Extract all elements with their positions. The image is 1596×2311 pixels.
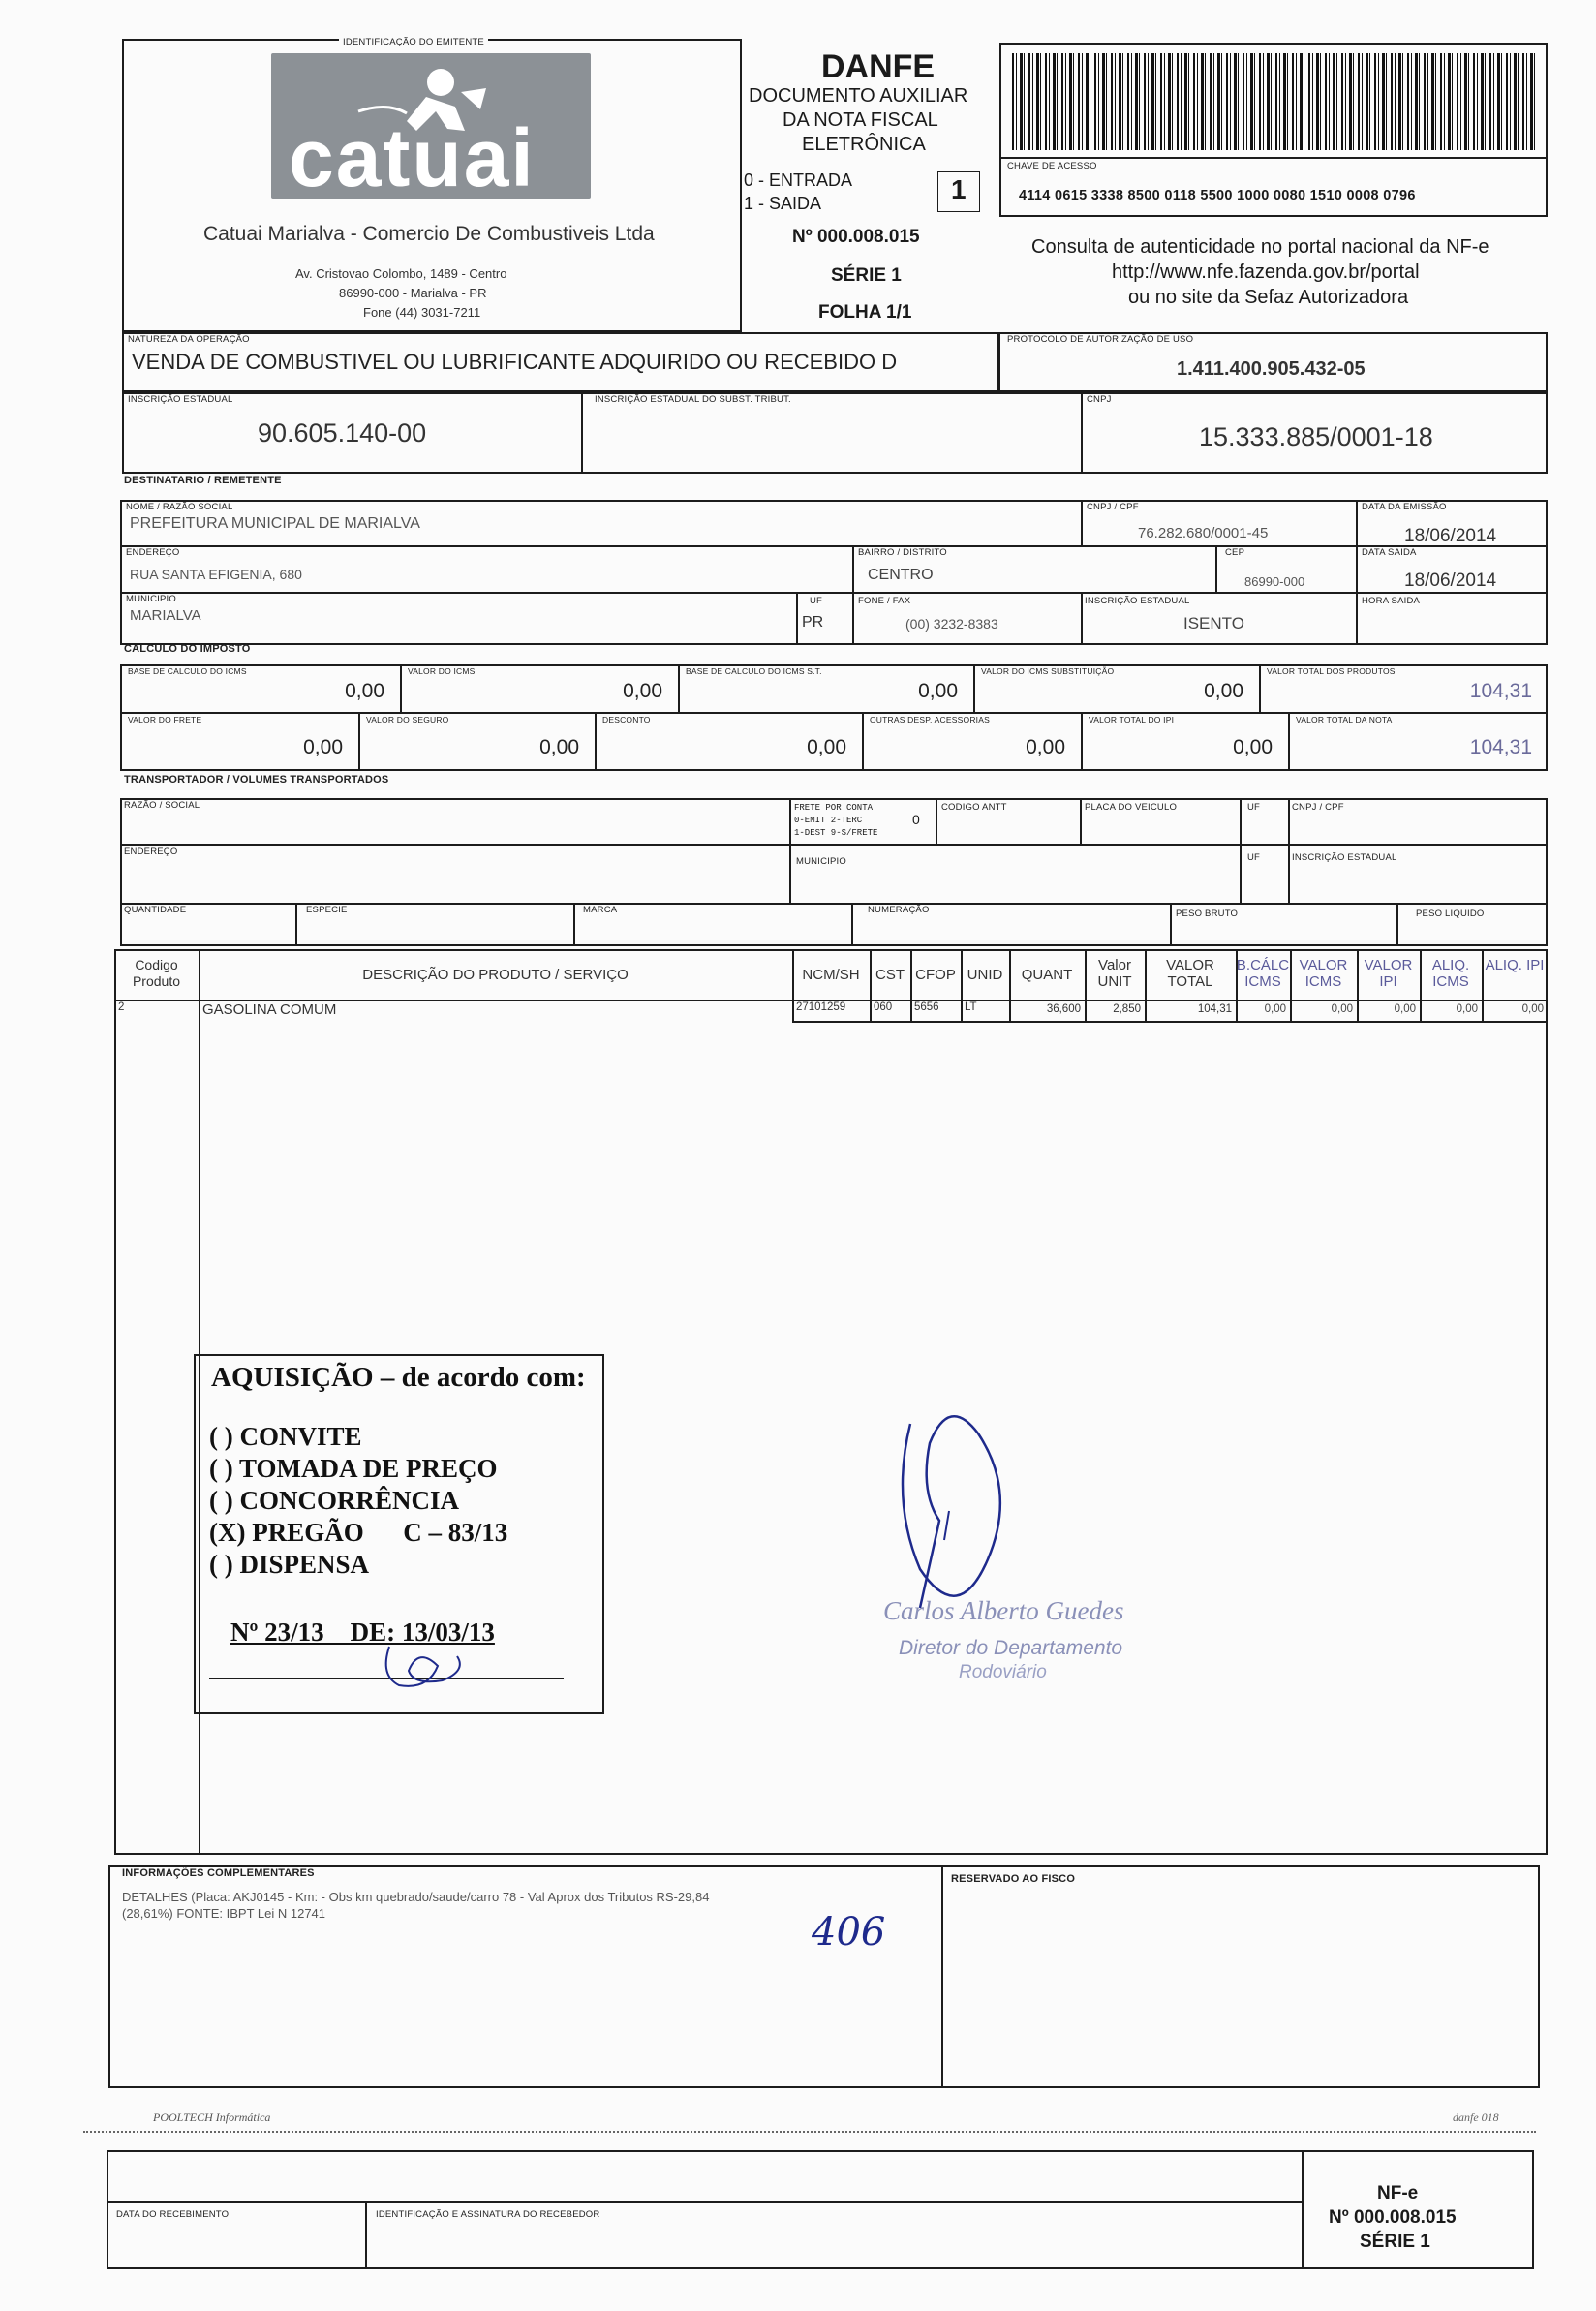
info-text-2: (28,61%) FONTE: IBPT Lei N 12741 xyxy=(122,1906,326,1921)
dest-ie: ISENTO xyxy=(1183,614,1244,632)
imposto-label: BASE DE CALCULO DO ICMS xyxy=(128,666,247,676)
dest-emissao-label: DATA DA EMISSÃO xyxy=(1362,502,1447,512)
produtos-header-cell: UNID xyxy=(967,967,1003,983)
ie-label: INSCRIÇÃO ESTADUAL xyxy=(128,394,233,405)
produtos-header-cell: VALOR TOTAL xyxy=(1166,957,1214,990)
transportador-section-label: TRANSPORTADOR / VOLUMES TRANSPORTADOS xyxy=(124,774,389,786)
dest-cep: 86990-000 xyxy=(1244,574,1305,589)
initials-scribble-icon xyxy=(370,1637,476,1695)
dest-col-uf xyxy=(796,592,798,645)
transp-col-peso-bruto xyxy=(1170,903,1172,946)
produto-cell: LT xyxy=(965,1001,977,1013)
produtos-header-cell: DESCRIÇÃO DO PRODUTO / SERVIÇO xyxy=(362,967,629,983)
dest-fone-label: FONE / FAX xyxy=(858,596,911,606)
destinatario-section-label: DESTINATARIO / REMETENTE xyxy=(124,475,282,486)
info-label: INFORMAÇÕES COMPLEMENTARES xyxy=(122,1867,315,1879)
natureza-value: VENDA DE COMBUSTIVEL OU LUBRIFICANTE ADQUIRIDO OU RECEBIDO D xyxy=(132,350,898,374)
produtos-header-cell: CST xyxy=(875,967,905,983)
produtos-header-cell: ALIQ. IPI xyxy=(1485,957,1545,973)
dest-bairro-label: BAIRRO / DISTRITO xyxy=(858,547,947,558)
emitente-endereco: Av. Cristovao Colombo, 1489 - Centro xyxy=(295,266,507,281)
transp-placa-label: PLACA DO VEICULO xyxy=(1085,802,1178,813)
chave-divider xyxy=(999,157,1548,159)
dest-saida-label: DATA SAIDA xyxy=(1362,547,1417,558)
produtos-row-divider xyxy=(792,1000,794,1021)
transp-peso-liquido-label: PESO LIQUIDO xyxy=(1416,909,1485,919)
dest-nome: PREFEITURA MUNICIPAL DE MARIALVA xyxy=(130,515,420,532)
emitente-fone: Fone (44) 3031-7211 xyxy=(363,305,481,320)
transp-col-especie xyxy=(295,903,297,946)
danfe-subtitle-3: ELETRÔNICA xyxy=(802,134,926,155)
perforation-line xyxy=(83,2131,1536,2133)
identificacao-label: IDENTIFICAÇÃO E ASSINATURA DO RECEBEDOR xyxy=(376,2209,600,2220)
produto-cell: 104,31 xyxy=(1197,1003,1232,1015)
transp-municipio-label: MUNICIPIO xyxy=(796,856,846,867)
produto-cell: 0,00 xyxy=(1456,1003,1478,1015)
transp-cnpj-label: CNPJ / CPF xyxy=(1292,802,1344,813)
dest-col-fone xyxy=(852,592,854,645)
imposto-label: VALOR TOTAL DO IPI xyxy=(1089,715,1175,724)
info-divider xyxy=(941,1865,943,2088)
dest-col-ie xyxy=(1081,592,1083,645)
recebimento-label: DATA DO RECEBIMENTO xyxy=(116,2209,230,2220)
ie-value: 90.605.140-00 xyxy=(258,418,427,447)
canhoto-nfe: NF-e xyxy=(1377,2183,1419,2203)
dest-col-bairro xyxy=(852,545,854,592)
transp-numeracao-label: NUMERAÇÃO xyxy=(868,905,930,915)
danfe-numero: Nº 000.008.015 xyxy=(792,227,920,247)
imposto-value: 104,31 xyxy=(1469,680,1532,702)
transp-quantidade-label: QUANTIDADE xyxy=(124,905,187,915)
produtos-row-underline xyxy=(792,1021,1548,1023)
produto-cell: 060 xyxy=(874,1001,893,1013)
canhoto-col-1 xyxy=(365,2201,367,2269)
produtos-header-cell: Codigo Produto xyxy=(132,957,181,989)
imposto-label: VALOR TOTAL DA NOTA xyxy=(1296,715,1393,724)
dest-col-emissao xyxy=(1356,500,1358,645)
danfe-subtitle-2: DA NOTA FISCAL xyxy=(783,109,938,131)
signature-stamp-line-2: Diretor do Departamento xyxy=(899,1637,1123,1659)
signature-stamp-line-1: Carlos Alberto Guedes xyxy=(883,1596,1124,1625)
dest-col-cnpj xyxy=(1081,500,1083,545)
transp-frete-l1: FRETE POR CONTA xyxy=(794,803,874,813)
danfe-saida: 1 - SAIDA xyxy=(744,194,822,213)
emitente-cep-cidade: 86990-000 - Marialva - PR xyxy=(339,286,487,300)
stamp-numero: Nº 23/13 DE: 13/03/13 xyxy=(230,1618,495,1647)
produto-cell: 5656 xyxy=(914,1001,939,1013)
produto-cell: 2 xyxy=(118,1001,125,1013)
produtos-header-cell: VALOR IPI xyxy=(1364,957,1413,990)
inscricoes-divider-1 xyxy=(581,392,583,474)
produtos-row-divider xyxy=(870,1000,872,1021)
imposto-value: 0,00 xyxy=(623,680,662,702)
danfe-folha: FOLHA 1/1 xyxy=(818,302,912,323)
imposto-value: 0,00 xyxy=(303,736,343,758)
danfe-subtitle-1: DOCUMENTO AUXILIAR xyxy=(749,85,968,107)
transp-especie-label: ESPECIE xyxy=(306,905,348,915)
transp-uf-label: UF xyxy=(1247,802,1261,813)
cnpj-emitente-label: CNPJ xyxy=(1087,394,1112,405)
stamp-item-3: ( ) CONCORRÊNCIA xyxy=(209,1486,459,1515)
transp-row-divider-1 xyxy=(120,844,1548,846)
dest-emissao: 18/06/2014 xyxy=(1404,526,1497,546)
transp-endereco-label: ENDEREÇO xyxy=(124,847,178,857)
chave-label: CHAVE DE ACESSO xyxy=(1007,161,1097,171)
transp-col-cnpj xyxy=(1288,798,1290,903)
produtos-header-cell: B.CÁLC ICMS xyxy=(1236,957,1290,990)
produtos-row-divider xyxy=(961,1000,963,1021)
produto-cell: 27101259 xyxy=(796,1001,846,1013)
imposto-label: VALOR DO SEGURO xyxy=(366,715,449,724)
transp-frete-l2: 0-EMIT 2-TERC xyxy=(794,816,863,825)
signature-stamp-line-3: Rodoviário xyxy=(959,1662,1047,1682)
dest-uf: PR xyxy=(802,614,824,631)
stamp-title: AQUISIÇÃO – de acordo com: xyxy=(211,1362,586,1393)
transp-col-numeracao xyxy=(851,903,853,946)
imposto-value: 0,00 xyxy=(345,680,384,702)
dest-endereco: RUA SANTA EFIGENIA, 680 xyxy=(130,567,302,582)
iest-label: INSCRIÇÃO ESTADUAL DO SUBST. TRIBUT. xyxy=(595,394,791,405)
imposto-value: 0,00 xyxy=(1204,680,1243,702)
transp-razao-label: RAZÃO / SOCIAL xyxy=(124,800,200,811)
canhoto-numero: Nº 000.008.015 xyxy=(1329,2207,1457,2228)
danfe-tipo: 1 xyxy=(951,174,967,204)
produtos-header-cell: NCM/SH xyxy=(802,967,860,983)
produtos-header-cell: Valor UNIT xyxy=(1097,957,1132,990)
transp-antt-label: CODIGO ANTT xyxy=(941,802,1007,813)
transp-col-marca xyxy=(573,903,575,946)
dest-uf-label: UF xyxy=(810,596,823,606)
stamp-item-2: ( ) TOMADA DE PREÇO xyxy=(209,1454,498,1483)
natureza-label: NATUREZA DA OPERAÇÃO xyxy=(128,334,250,345)
barcode xyxy=(1012,53,1535,150)
transp-col-frete xyxy=(789,798,791,903)
dest-saida: 18/06/2014 xyxy=(1404,570,1497,591)
protocolo-label: PROTOCOLO DE AUTORIZAÇÃO DE USO xyxy=(1007,334,1194,345)
consulta-line-1: Consulta de autenticidade no portal nacional da NF-e xyxy=(1031,236,1489,258)
transp-marca-label: MARCA xyxy=(583,905,618,915)
emitente-razao-social: Catuai Marialva - Comercio De Combustiveis Ltda xyxy=(203,223,655,245)
danfe-serie: SÉRIE 1 xyxy=(831,265,902,286)
imposto-label: BASE DE CALCULO DO ICMS S.T. xyxy=(686,666,822,676)
consulta-line-2: http://www.nfe.fazenda.gov.br/portal xyxy=(1112,262,1420,283)
canhoto-box xyxy=(107,2150,1534,2269)
produto-cell: 0,00 xyxy=(1331,1003,1353,1015)
imposto-value: 0,00 xyxy=(1233,736,1273,758)
imposto-row-divider xyxy=(120,712,1548,714)
protocolo-value: 1.411.400.905.432-05 xyxy=(1177,358,1366,380)
produtos-header-cell: VALOR ICMS xyxy=(1299,957,1348,990)
produto-cell: 2,850 xyxy=(1113,1003,1141,1015)
produto-cell: 36,600 xyxy=(1046,1003,1081,1015)
produtos-row-divider xyxy=(910,1000,912,1021)
transp-uf2-label: UF xyxy=(1247,852,1261,863)
info-text-1: DETALHES (Placa: AKJ0145 - Km: - Obs km quebrado/saude/carro 78 - Val Aprox dos Tributos RS-29,84 xyxy=(122,1890,710,1904)
aquisicao-stamp xyxy=(194,1354,604,1714)
stamp-item-4: (X) PREGÃO C – 83/13 xyxy=(209,1518,508,1547)
produtos-header-cell: QUANT xyxy=(1021,967,1073,983)
dest-municipio-label: MUNICIPIO xyxy=(126,594,176,604)
transp-ie-label: INSCRIÇÃO ESTADUAL xyxy=(1292,852,1397,863)
imposto-value: 0,00 xyxy=(807,736,846,758)
produto-cell: 0,00 xyxy=(1521,1003,1544,1015)
dest-bairro: CENTRO xyxy=(868,567,934,583)
imposto-value: 0,00 xyxy=(1026,736,1065,758)
transp-peso-bruto-label: PESO BRUTO xyxy=(1176,909,1239,919)
produto-cell: 0,00 xyxy=(1394,1003,1416,1015)
canhoto-col-2 xyxy=(1302,2150,1304,2269)
imposto-label: VALOR DO ICMS SUBSTITUIÇÃO xyxy=(981,666,1115,676)
imposto-label: VALOR TOTAL DOS PRODUTOS xyxy=(1267,666,1396,676)
imposto-label: DESCONTO xyxy=(602,715,651,724)
dest-col-cep xyxy=(1215,545,1217,592)
produto-cell: 0,00 xyxy=(1264,1003,1286,1015)
canhoto-serie: SÉRIE 1 xyxy=(1360,2232,1430,2252)
software-credit: POOLTECH Informática xyxy=(153,2111,271,2124)
stamp-item-5: ( ) DISPENSA xyxy=(209,1550,370,1579)
canhoto-divider xyxy=(107,2201,1302,2203)
imposto-label: VALOR DO ICMS xyxy=(408,666,476,676)
transp-frete-value: 0 xyxy=(912,812,920,827)
dest-municipio: MARIALVA xyxy=(130,607,201,624)
danfe-title: DANFE xyxy=(821,48,936,85)
transp-col-antt xyxy=(936,798,937,844)
dest-hora-label: HORA SAIDA xyxy=(1362,596,1421,606)
stamp-item-1: ( ) CONVITE xyxy=(209,1422,362,1451)
logo-wordmark: catuai xyxy=(289,112,536,199)
dest-fone: (00) 3232-8383 xyxy=(905,616,998,632)
imposto-label: OUTRAS DESP. ACESSORIAS xyxy=(870,715,990,724)
imposto-section-label: CALCULO DO IMPOSTO xyxy=(124,643,251,655)
chave-value: 4114 0615 3338 8500 0118 5500 1000 0080 1510 0008 0796 xyxy=(1019,188,1416,203)
imposto-value: 104,31 xyxy=(1469,736,1532,758)
dest-nome-label: NOME / RAZÃO SOCIAL xyxy=(126,502,233,512)
inscricoes-divider-2 xyxy=(1081,392,1083,474)
emitente-section-label: IDENTIFICAÇÃO DO EMITENTE xyxy=(339,37,488,47)
imposto-value: 0,00 xyxy=(918,680,958,702)
cnpj-emitente-value: 15.333.885/0001-18 xyxy=(1199,422,1433,451)
transp-col-uf xyxy=(1240,798,1242,903)
info-handwritten-number: 406 xyxy=(812,1910,886,1955)
dest-row-divider-1 xyxy=(120,545,1548,547)
transp-col-peso-liquido xyxy=(1396,903,1398,946)
imposto-label: VALOR DO FRETE xyxy=(128,715,202,724)
consulta-line-3: ou no site da Sefaz Autorizadora xyxy=(1128,287,1409,308)
dest-endereco-label: ENDEREÇO xyxy=(126,547,180,558)
produto-cell: GASOLINA COMUM xyxy=(202,1001,337,1018)
danfe-entrada: 0 - ENTRADA xyxy=(744,170,853,190)
produtos-header-cell: CFOP xyxy=(915,967,956,983)
company-logo xyxy=(271,53,591,199)
produtos-header-cell: ALIQ. ICMS xyxy=(1431,957,1470,990)
dest-ie-label: INSCRIÇÃO ESTADUAL xyxy=(1085,596,1190,606)
imposto-value: 0,00 xyxy=(539,736,579,758)
dest-row-divider-2 xyxy=(120,592,1548,594)
dest-cep-label: CEP xyxy=(1225,547,1245,558)
transp-col-placa xyxy=(1080,798,1082,844)
dest-cnpj-label: CNPJ / CPF xyxy=(1087,502,1139,512)
transp-frete-l3: 1-DEST 9-S/FRETE xyxy=(794,828,878,838)
dest-cnpj: 76.282.680/0001-45 xyxy=(1138,525,1269,541)
reservado-fisco-label: RESERVADO AO FISCO xyxy=(951,1873,1076,1885)
form-code: danfe 018 xyxy=(1453,2111,1499,2124)
